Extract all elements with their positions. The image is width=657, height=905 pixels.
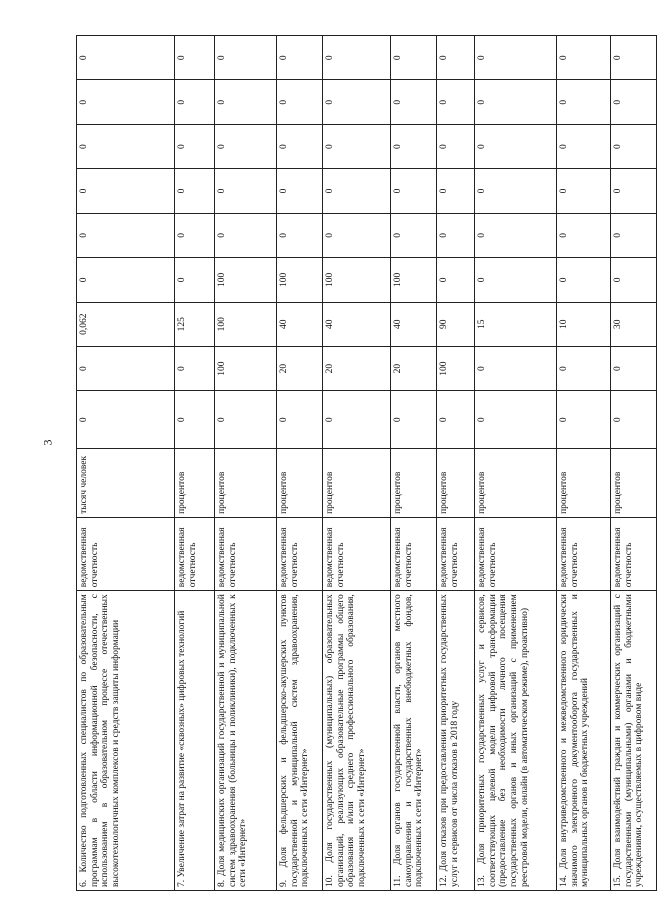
page-number: 3 [40, 439, 55, 446]
value-cell: 0 [437, 36, 475, 81]
value-cell: 0 [611, 124, 657, 168]
value-cell: 10 [557, 302, 611, 346]
value-cell: 100 [391, 258, 437, 302]
unit-cell: тысяч человек [77, 449, 175, 518]
value-cell: 0 [611, 346, 657, 390]
value-cell: 15 [475, 302, 557, 346]
value-cell: 0 [391, 80, 437, 124]
value-cell: 0 [611, 213, 657, 257]
unit-cell: процентов [437, 449, 475, 518]
indicator-name-cell: 6. Количество подготовленных специалистов по образовательным программам в области информационной безопасности, с использованием в образовательном процессе отечественных высокотехнологичных комплексов и средств защиты информации [77, 591, 175, 891]
value-cell: 0 [215, 169, 277, 213]
value-cell: 0 [175, 258, 215, 302]
value-cell: 0 [175, 169, 215, 213]
value-cell: 125 [175, 302, 215, 346]
value-cell: 100 [437, 346, 475, 390]
indicator-name-cell: 12. Доля отказов при предоставлении приоритетных государственных услуг и сервисов от числа отказов в 2018 году [437, 591, 475, 891]
value-cell: 0 [323, 391, 391, 449]
value-cell: 0 [277, 124, 323, 168]
value-cell: 0 [175, 391, 215, 449]
indicators-table-body [77, 36, 657, 891]
value-cell: 0 [77, 213, 175, 257]
value-cell: 0 [215, 36, 277, 81]
value-cell: 0 [475, 124, 557, 168]
value-cell: 0 [611, 391, 657, 449]
data-source-cell: ведомственная отчетность [277, 517, 323, 590]
indicator-name-cell: 15. Доля взаимодействий граждан и коммерческих организаций с государственными (муниципальными) органами и бюджетными учреждениями, осуществляемых в цифровом виде [611, 591, 657, 891]
value-cell: 100 [215, 346, 277, 390]
value-cell: 0 [323, 80, 391, 124]
value-cell: 0 [323, 213, 391, 257]
data-source-cell: ведомственная отчетность [215, 517, 277, 590]
value-cell: 100 [215, 302, 277, 346]
value-cell: 0 [77, 80, 175, 124]
value-cell: 0 [77, 391, 175, 449]
value-cell: 0 [77, 346, 175, 390]
table-row [77, 36, 175, 891]
value-cell: 0 [175, 346, 215, 390]
value-cell: 0 [475, 36, 557, 81]
value-cell: 0 [611, 169, 657, 213]
value-cell: 0 [77, 258, 175, 302]
unit-cell: процентов [323, 449, 391, 518]
table-row [391, 36, 437, 891]
table-row [323, 36, 391, 891]
value-cell: 20 [323, 346, 391, 390]
value-cell: 0 [611, 36, 657, 81]
value-cell: 0 [391, 169, 437, 213]
indicator-name-cell: 9. Доля фельдшерских и фельдшерско-акушерских пунктов государственной и муниципальной систем здравоохранения, подключенных к сети «Интернет» [277, 591, 323, 891]
value-cell: 0 [277, 169, 323, 213]
value-cell: 0 [323, 169, 391, 213]
data-source-cell: ведомственная отчетность [437, 517, 475, 590]
value-cell: 40 [391, 302, 437, 346]
value-cell: 0 [557, 258, 611, 302]
unit-cell: процентов [391, 449, 437, 518]
indicator-name-cell: 13. Доля приоритетных государственных услуг и сервисов, соответствующих целевой модели цифровой трансформации (предоставление без необходимости личного посещения государственных органов и иных организаций с применением реестровой модели, онлайн (в автоматическом режиме), проактивно) [475, 591, 557, 891]
value-cell: 0 [557, 124, 611, 168]
value-cell: 0 [175, 213, 215, 257]
unit-cell: процентов [611, 449, 657, 518]
value-cell: 90 [437, 302, 475, 346]
value-cell: 0 [391, 213, 437, 257]
value-cell: 0 [277, 391, 323, 449]
value-cell: 0 [391, 391, 437, 449]
value-cell: 40 [277, 302, 323, 346]
value-cell: 0 [475, 391, 557, 449]
indicator-name-cell: 10. Доля государственных (муниципальных) образовательных организаций, реализующих образовательные программы общего образования и/или среднего профессионального образования, подключенных к сети «Интернет» [323, 591, 391, 891]
unit-cell: процентов [277, 449, 323, 518]
value-cell: 0 [475, 213, 557, 257]
value-cell: 0 [323, 36, 391, 81]
table-row [557, 36, 611, 891]
value-cell: 0 [215, 391, 277, 449]
value-cell: 0 [215, 213, 277, 257]
indicators-table-container [76, 35, 645, 891]
value-cell: 0 [215, 124, 277, 168]
value-cell: 0 [391, 36, 437, 81]
value-cell: 100 [323, 258, 391, 302]
unit-cell: процентов [557, 449, 611, 518]
data-source-cell: ведомственная отчетность [323, 517, 391, 590]
value-cell: 0 [437, 169, 475, 213]
value-cell: 0 [557, 346, 611, 390]
value-cell: 0 [557, 80, 611, 124]
value-cell: 0 [175, 36, 215, 81]
value-cell: 30 [611, 302, 657, 346]
value-cell: 100 [215, 258, 277, 302]
value-cell: 0 [175, 80, 215, 124]
value-cell: 0 [77, 124, 175, 168]
value-cell: 0 [611, 258, 657, 302]
data-source-cell: ведомственная отчетность [611, 517, 657, 590]
indicator-name-cell: 7. Увеличение затрат на развитие «сквозных» цифровых технологий [175, 591, 215, 891]
value-cell: 0 [557, 213, 611, 257]
unit-cell: процентов [215, 449, 277, 518]
table-row [475, 36, 557, 891]
value-cell: 0 [391, 124, 437, 168]
data-source-cell: ведомственная отчетность [475, 517, 557, 590]
value-cell: 0 [437, 80, 475, 124]
value-cell: 0 [611, 80, 657, 124]
table-row [437, 36, 475, 891]
value-cell: 0 [437, 124, 475, 168]
value-cell: 0 [77, 36, 175, 81]
value-cell: 0 [437, 213, 475, 257]
indicator-name-cell: 8. Доля медицинских организаций государственной и муниципальной систем здравоохранения (больницы и поликлиники), подключенных к сети «Интернет» [215, 591, 277, 891]
value-cell: 20 [277, 346, 323, 390]
value-cell: 0 [277, 213, 323, 257]
table-row [277, 36, 323, 891]
indicator-name-cell: 14. Доля внутриведомственного и межведомственного юридически значимого электронного документооборота государственных и муниципальных органов и бюджетных учреждений [557, 591, 611, 891]
value-cell: 0 [175, 124, 215, 168]
value-cell: 0 [215, 80, 277, 124]
table-row [175, 36, 215, 891]
value-cell: 0 [277, 36, 323, 81]
value-cell: 0 [77, 169, 175, 213]
value-cell: 0 [475, 169, 557, 213]
value-cell: 0 [437, 391, 475, 449]
value-cell: 0 [475, 80, 557, 124]
value-cell: 0 [557, 169, 611, 213]
value-cell: 100 [277, 258, 323, 302]
data-source-cell: ведомственная отчетность [175, 517, 215, 590]
value-cell: 20 [391, 346, 437, 390]
value-cell: 0 [557, 36, 611, 81]
value-cell: 0 [557, 391, 611, 449]
unit-cell: процентов [175, 449, 215, 518]
data-source-cell: ведомственная отчетность [391, 517, 437, 590]
table-row [215, 36, 277, 891]
data-source-cell: ведомственная отчетность [77, 517, 175, 590]
value-cell: 0 [475, 258, 557, 302]
value-cell: 0 [323, 124, 391, 168]
unit-cell: процентов [475, 449, 557, 518]
table-row [611, 36, 657, 891]
indicators-table [76, 35, 657, 891]
value-cell: 0,062 [77, 302, 175, 346]
value-cell: 0 [475, 346, 557, 390]
value-cell: 40 [323, 302, 391, 346]
data-source-cell: ведомственная отчетность [557, 517, 611, 590]
value-cell: 0 [437, 258, 475, 302]
value-cell: 0 [277, 80, 323, 124]
indicator-name-cell: 11. Доля органов государственной власти, органов местного самоуправления и государственных внебюджетных фондов, подключенных к сети «Интернет» [391, 591, 437, 891]
